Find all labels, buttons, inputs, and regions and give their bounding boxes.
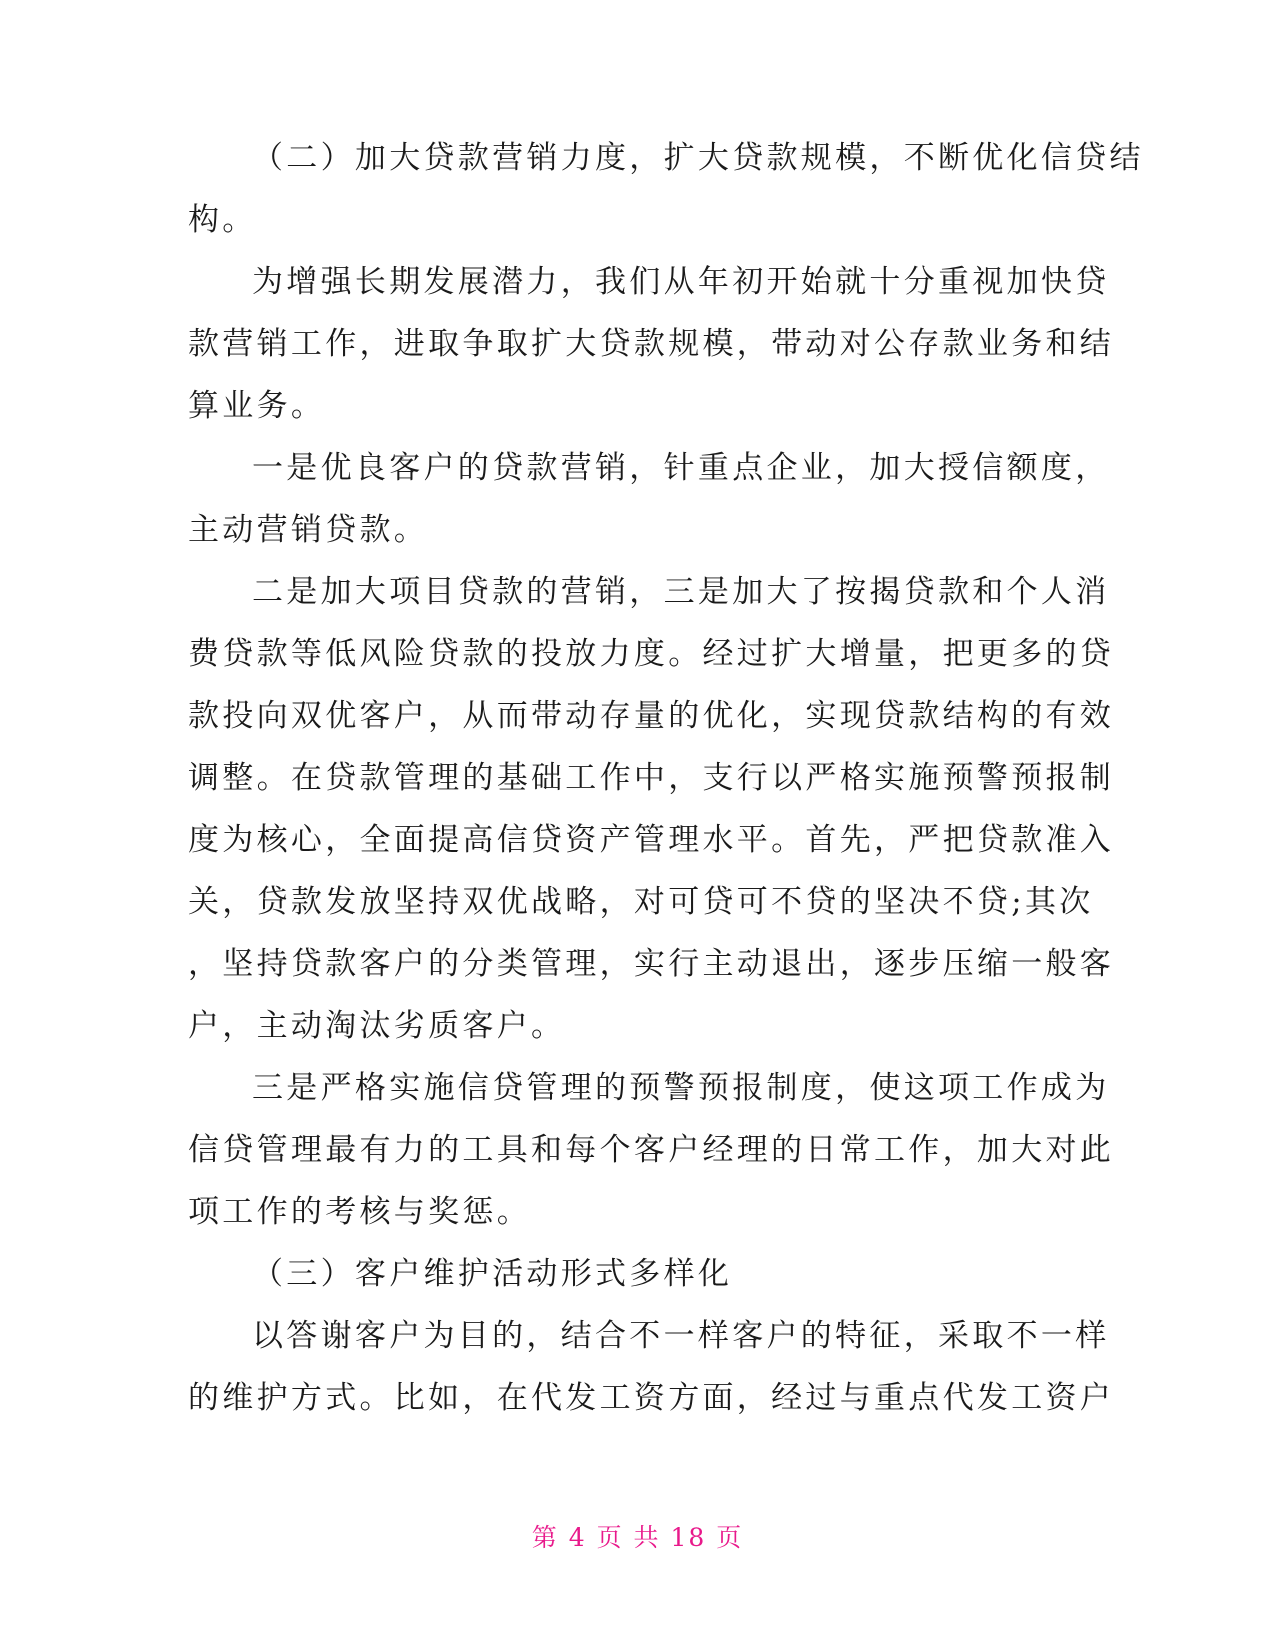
- text-line: 度为核心，全面提高信贷资产管理水平。首先，严把贷款准入: [188, 822, 1115, 858]
- text-line: 调整。在贷款管理的基础工作中，支行以严格实施预警预报制: [188, 760, 1115, 796]
- text-line: 以答谢客户为目的，结合不一样客户的特征，采取不一样: [252, 1318, 1110, 1354]
- text-line: 算业务。: [188, 388, 326, 424]
- text-line: 二是加大项目贷款的营销，三是加大了按揭贷款和个人消: [252, 574, 1110, 610]
- text-line: （二）加大贷款营销力度，扩大贷款规模，不断优化信贷结: [252, 140, 1144, 176]
- text-line: 款营销工作，进取争取扩大贷款规模，带动对公存款业务和结: [188, 326, 1115, 362]
- text-line: 三是严格实施信贷管理的预警预报制度，使这项工作成为: [252, 1070, 1110, 1106]
- text-line: 款投向双优客户，从而带动存量的优化，实现贷款结构的有效: [188, 698, 1115, 734]
- text-line: ，坚持贷款客户的分类管理，实行主动退出，逐步压缩一般客: [188, 946, 1115, 982]
- section-heading: （三）客户维护活动形式多样化: [252, 1256, 733, 1292]
- page-number-footer: 第 4 页 共 18 页: [531, 1523, 744, 1552]
- text-line: 的维护方式。比如，在代发工资方面，经过与重点代发工资户: [188, 1380, 1115, 1416]
- text-line: 费贷款等低风险贷款的投放力度。经过扩大增量，把更多的贷: [188, 636, 1115, 672]
- text-line: 一是优良客户的贷款营销，针重点企业，加大授信额度，: [252, 450, 1110, 486]
- text-line: 项工作的考核与奖惩。: [188, 1194, 531, 1230]
- text-line: 为增强长期发展潜力，我们从年初开始就十分重视加快贷: [252, 264, 1110, 300]
- text-line: 构。: [188, 202, 257, 238]
- text-line: 信贷管理最有力的工具和每个客户经理的日常工作，加大对此: [188, 1132, 1115, 1168]
- text-line: 户，主动淘汰劣质客户。: [188, 1008, 566, 1044]
- text-line: 关，贷款发放坚持双优战略，对可贷可不贷的坚决不贷;其次: [188, 884, 1094, 920]
- text-line: 主动营销贷款。: [188, 512, 429, 548]
